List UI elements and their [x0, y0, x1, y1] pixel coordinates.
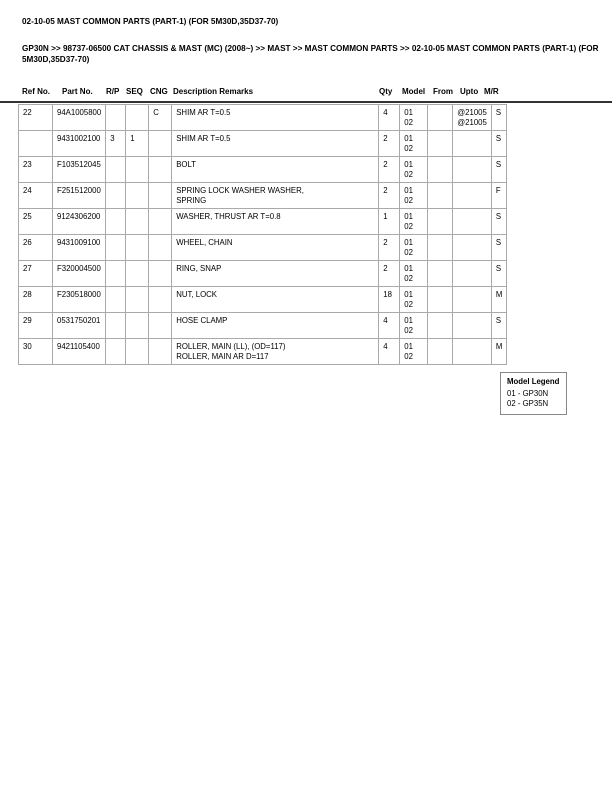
cell-ref: 30	[19, 339, 53, 365]
cell-seq	[126, 235, 149, 261]
cell-part: 0531750201	[53, 313, 106, 339]
cell-model: 01 02	[400, 183, 428, 209]
cell-mr: S	[491, 157, 507, 183]
cell-from	[428, 313, 453, 339]
cell-seq	[126, 261, 149, 287]
cell-desc: ROLLER, MAIN (LL), (OD=117) ROLLER, MAIN AR D=117	[172, 339, 379, 365]
cell-model: 01 02	[400, 131, 428, 157]
breadcrumb: GP30N >> 98737-06500 CAT CHASSIS & MAST (MC) (2008~) >> MAST >> MAST COMMON PARTS >> 02-10-05 MAST COMMON PARTS (PART-1) (FOR 5M30D,35D37-70)	[22, 44, 599, 64]
cell-ref: 27	[19, 261, 53, 287]
cell-mr: S	[491, 235, 507, 261]
cell-cng	[149, 209, 172, 235]
cell-upto	[453, 131, 492, 157]
cell-part: F251512000	[53, 183, 106, 209]
cell-seq	[126, 313, 149, 339]
cell-cng: C	[149, 105, 172, 131]
cell-upto	[453, 313, 492, 339]
cell-mr: M	[491, 287, 507, 313]
cell-seq: 1	[126, 131, 149, 157]
cell-mr: F	[491, 183, 507, 209]
table-row	[19, 105, 507, 131]
cell-desc: RING, SNAP	[172, 261, 379, 287]
cell-part: 9431009100	[53, 235, 106, 261]
table-row	[19, 209, 507, 235]
cell-rp	[106, 183, 126, 209]
cell-upto	[453, 339, 492, 365]
cell-desc: SHIM AR T=0.5	[172, 105, 379, 131]
cell-rp	[106, 261, 126, 287]
header-rp: R/P	[106, 87, 120, 96]
cell-from	[428, 183, 453, 209]
cell-ref: 24	[19, 183, 53, 209]
table-row	[19, 157, 507, 183]
cell-desc: NUT, LOCK	[172, 287, 379, 313]
cell-desc: SHIM AR T=0.5	[172, 131, 379, 157]
cell-desc: WHEEL, CHAIN	[172, 235, 379, 261]
cell-rp	[106, 157, 126, 183]
page-title: 02-10-05 MAST COMMON PARTS (PART-1) (FOR 5M30D,35D37-70)	[22, 17, 279, 26]
cell-model: 01 02	[400, 313, 428, 339]
header-divider	[0, 101, 612, 103]
cell-seq	[126, 209, 149, 235]
cell-desc: BOLT	[172, 157, 379, 183]
cell-ref: 25	[19, 209, 53, 235]
cell-from	[428, 235, 453, 261]
cell-upto	[453, 209, 492, 235]
cell-qty: 18	[379, 287, 400, 313]
cell-from	[428, 261, 453, 287]
cell-qty: 1	[379, 209, 400, 235]
cell-from	[428, 209, 453, 235]
cell-mr: M	[491, 339, 507, 365]
cell-model: 01 02	[400, 339, 428, 365]
legend-item: 01 - GP30N	[507, 388, 549, 398]
header-mr: M/R	[484, 87, 499, 96]
cell-model: 01 02	[400, 287, 428, 313]
cell-from	[428, 131, 453, 157]
legend-item: 02 - GP35N	[507, 399, 549, 408]
cell-cng	[149, 183, 172, 209]
cell-seq	[126, 183, 149, 209]
cell-part: F230518000	[53, 287, 106, 313]
cell-cng	[149, 313, 172, 339]
table-row	[19, 183, 507, 209]
cell-model: 01 02	[400, 105, 428, 131]
table-row	[19, 261, 507, 287]
cell-upto	[453, 183, 492, 209]
table-row	[19, 313, 507, 339]
cell-cng	[149, 235, 172, 261]
header-model: Model	[402, 87, 426, 96]
cell-seq	[126, 105, 149, 131]
cell-part: 9421105400	[53, 339, 106, 365]
cell-model: 01 02	[400, 235, 428, 261]
header-desc: Description Remarks	[173, 87, 254, 96]
cell-mr: S	[491, 313, 507, 339]
header-from: From	[433, 87, 453, 96]
header-ref: Ref No.	[22, 87, 50, 96]
table-row	[19, 131, 507, 157]
cell-part: 94A1005800	[53, 105, 106, 131]
cell-seq	[126, 157, 149, 183]
cell-desc: HOSE CLAMP	[172, 313, 379, 339]
cell-qty: 4	[379, 313, 400, 339]
header-upto: Upto	[460, 87, 479, 96]
cell-cng	[149, 287, 172, 313]
header-part: Part No.	[62, 87, 93, 96]
cell-upto	[453, 287, 492, 313]
table-row	[19, 339, 507, 365]
cell-ref: 26	[19, 235, 53, 261]
cell-rp	[106, 235, 126, 261]
cell-qty: 2	[379, 183, 400, 209]
cell-ref: 29	[19, 313, 53, 339]
parts-table	[18, 104, 507, 365]
cell-rp	[106, 339, 126, 365]
cell-qty: 2	[379, 157, 400, 183]
cell-mr: S	[491, 261, 507, 287]
table-row	[19, 287, 507, 313]
cell-ref	[19, 131, 53, 157]
cell-part: 9431002100	[53, 131, 106, 157]
cell-ref: 28	[19, 287, 53, 313]
cell-qty: 4	[379, 105, 400, 131]
cell-upto	[453, 235, 492, 261]
cell-rp	[106, 287, 126, 313]
cell-upto: @21005 @21005	[453, 105, 492, 131]
cell-rp	[106, 313, 126, 339]
cell-mr: S	[491, 209, 507, 235]
cell-desc: WASHER, THRUST AR T=0.8	[172, 209, 379, 235]
cell-ref: 22	[19, 105, 53, 131]
cell-qty: 2	[379, 235, 400, 261]
cell-model: 01 02	[400, 261, 428, 287]
header-seq: SEQ	[126, 87, 143, 96]
cell-upto	[453, 157, 492, 183]
cell-part: 9124306200	[53, 209, 106, 235]
cell-mr: S	[491, 131, 507, 157]
cell-from	[428, 105, 453, 131]
cell-cng	[149, 157, 172, 183]
cell-part: F320004500	[53, 261, 106, 287]
cell-from	[428, 157, 453, 183]
cell-rp	[106, 209, 126, 235]
cell-mr: S	[491, 105, 507, 131]
cell-rp	[106, 105, 126, 131]
cell-seq	[126, 339, 149, 365]
cell-cng	[149, 339, 172, 365]
cell-from	[428, 287, 453, 313]
cell-upto	[453, 261, 492, 287]
header-qty: Qty	[379, 87, 393, 96]
cell-from	[428, 339, 453, 365]
cell-model: 01 02	[400, 157, 428, 183]
cell-rp: 3	[106, 131, 126, 157]
model-legend	[500, 372, 567, 415]
cell-desc: SPRING LOCK WASHER WASHER, SPRING	[172, 183, 379, 209]
table-row	[19, 235, 507, 261]
cell-seq	[126, 287, 149, 313]
cell-cng	[149, 261, 172, 287]
legend-title: Model Legend	[507, 377, 560, 386]
header-cng: CNG	[150, 87, 168, 96]
cell-qty: 2	[379, 131, 400, 157]
cell-cng	[149, 131, 172, 157]
cell-qty: 2	[379, 261, 400, 287]
cell-model: 01 02	[400, 209, 428, 235]
cell-ref: 23	[19, 157, 53, 183]
cell-qty: 4	[379, 339, 400, 365]
cell-part: F103512045	[53, 157, 106, 183]
